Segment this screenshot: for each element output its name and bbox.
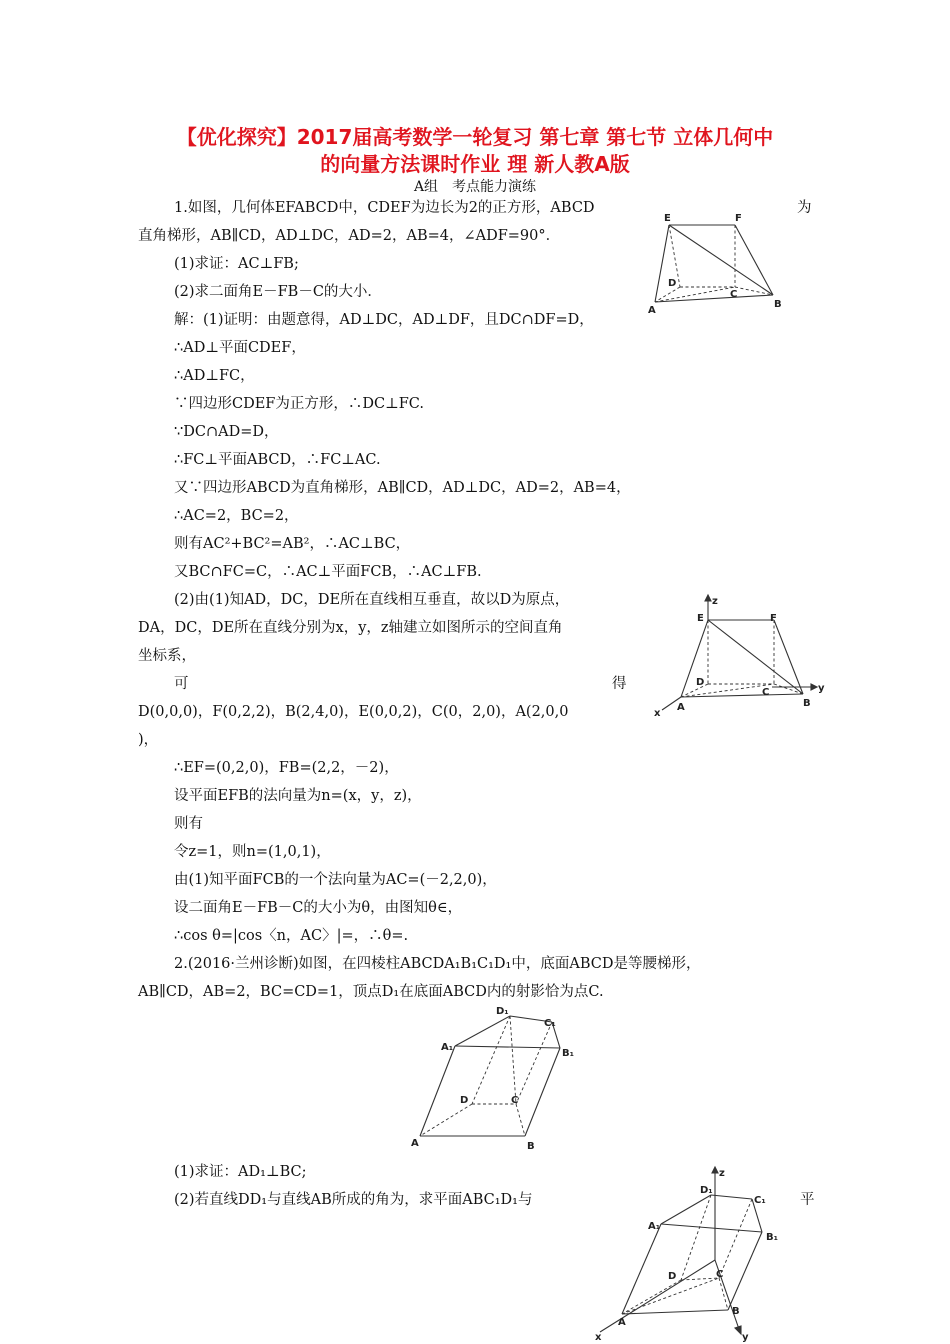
fig3-label: C₁ bbox=[544, 1018, 556, 1029]
fig2-label: E bbox=[697, 613, 704, 624]
figure-1-solid bbox=[640, 205, 790, 315]
text-line: 2.(2016·兰州诊断)如图，在四棱柱ABCDA₁B₁C₁D₁中，底面ABCD是等腰梯形， bbox=[174, 956, 701, 972]
text-line: 设平面EFB的法向量为n=(x，y，z)， bbox=[174, 788, 422, 804]
fig3-label: A bbox=[411, 1138, 419, 1149]
text-line: ∴AD⊥FC， bbox=[174, 368, 255, 384]
text-line: (1)求证：AC⊥FB; bbox=[174, 256, 299, 272]
text-line: 又∵四边形ABCD为直角梯形，AB∥CD，AD⊥DC，AD=2，AB=4， bbox=[174, 480, 631, 496]
fig2-label: A bbox=[677, 702, 685, 713]
text-line: (2)由(1)知AD，DC，DE所在直线相互垂直，故以D为原点， bbox=[174, 592, 570, 608]
section-subtitle: A组 考点能力演练 bbox=[413, 179, 537, 195]
text-line: ∴EF=(0,2,0)，FB=(2,2，－2)， bbox=[174, 760, 399, 776]
text-line: (2)求二面角E－FB－C的大小． bbox=[174, 284, 382, 300]
text-line: 可 bbox=[174, 676, 189, 692]
text-line: 为 bbox=[797, 200, 812, 216]
text-line: )， bbox=[138, 732, 159, 748]
fig4-label: z bbox=[719, 1168, 725, 1179]
text-line: D(0,0,0)，F(0,2,2)，B(2,4,0)，E(0,0,2)，C(0，2,0)，A(2,0,0 bbox=[138, 704, 569, 720]
fig3-label: B₁ bbox=[562, 1048, 575, 1059]
figure-2-solid-with-axes bbox=[646, 592, 831, 720]
text-line: 设二面角E－FB－C的大小为θ，由图知θ∈， bbox=[174, 900, 463, 916]
text-line: 则有 bbox=[174, 816, 203, 832]
text-line: 又BC∩FC=C，∴AC⊥平面FCB，∴AC⊥FB. bbox=[174, 564, 482, 580]
text-line: 直角梯形，AB∥CD，AD⊥DC，AD=2，AB=4，∠ADF=90°． bbox=[138, 228, 561, 244]
fig2-label: z bbox=[712, 596, 718, 607]
fig4-label: D bbox=[668, 1271, 677, 1282]
fig1-label: F bbox=[735, 213, 742, 224]
figure-3-prism bbox=[408, 1004, 583, 1156]
fig3-label: D₁ bbox=[496, 1006, 509, 1017]
fig2-label: y bbox=[818, 683, 825, 694]
fig2-label: B bbox=[803, 698, 811, 709]
fig4-label: B bbox=[732, 1306, 740, 1317]
document-title-line-2: 的向量方法课时作业 理 新人教A版 bbox=[320, 152, 630, 176]
fig1-label: B bbox=[774, 299, 782, 310]
fig4-label: A₁ bbox=[648, 1221, 661, 1232]
fig4-label: x bbox=[595, 1332, 602, 1343]
document-title-line-1: 【优化探究】2017届高考数学一轮复习 第七章 第七节 立体几何中 bbox=[176, 125, 774, 149]
text-line: 1.如图，几何体EFABCD中，CDEF为边长为2的正方形，ABCD bbox=[174, 200, 595, 216]
fig4-label: A bbox=[618, 1317, 626, 1328]
figure-4-prism-with-axes bbox=[590, 1162, 795, 1344]
text-line: 令z=1，则n=(1,0,1)， bbox=[174, 844, 331, 860]
text-line: AB∥CD，AB=2，BC=CD=1，顶点D₁在底面ABCD内的射影恰为点C. bbox=[138, 984, 604, 1000]
fig4-label: C bbox=[716, 1269, 724, 1280]
text-line: ∴cos θ=|cos〈n，AC〉|=，∴θ=. bbox=[174, 928, 409, 944]
text-line: (2)若直线DD₁与直线AB所成的角为，求平面ABC₁D₁与 bbox=[174, 1192, 533, 1208]
fig4-label: D₁ bbox=[700, 1185, 713, 1196]
text-line: ∵DC∩AD=D， bbox=[174, 424, 279, 440]
fig1-label: A bbox=[648, 305, 656, 315]
fig2-label: D bbox=[696, 677, 705, 688]
fig1-label: D bbox=[668, 278, 677, 289]
text-line: (1)求证：AD₁⊥BC; bbox=[174, 1164, 307, 1180]
fig2-label: F bbox=[770, 613, 777, 624]
fig4-label: C₁ bbox=[754, 1195, 766, 1206]
fig3-label: D bbox=[460, 1095, 469, 1106]
text-line: ∴AD⊥平面CDEF， bbox=[174, 340, 306, 356]
text-line: 由(1)知平面FCB的一个法向量为AC=(－2,2,0)， bbox=[174, 872, 497, 888]
text-line: ∴AC=2，BC=2， bbox=[174, 508, 299, 524]
text-line: DA，DC，DE所在直线分别为x，y，z轴建立如图所示的空间直角 bbox=[138, 620, 563, 636]
text-line: 解：(1)证明：由题意得，AD⊥DC，AD⊥DF，且DC∩DF=D， bbox=[174, 312, 594, 328]
text-line: 则有AC²+BC²=AB²，∴AC⊥BC， bbox=[174, 536, 411, 552]
text-line: ∴FC⊥平面ABCD，∴FC⊥AC. bbox=[174, 452, 381, 468]
fig1-label: E bbox=[664, 213, 671, 224]
fig4-label: y bbox=[742, 1332, 749, 1343]
text-line: 得 bbox=[612, 676, 627, 692]
fig3-label: A₁ bbox=[441, 1042, 454, 1053]
text-line: 坐标系， bbox=[138, 648, 196, 664]
text-line: 平 bbox=[800, 1192, 815, 1208]
fig3-label: B bbox=[527, 1141, 535, 1152]
fig4-label: B₁ bbox=[766, 1232, 779, 1243]
fig1-label: C bbox=[730, 289, 738, 300]
text-line: ∵四边形CDEF为正方形，∴DC⊥FC. bbox=[174, 396, 424, 412]
fig2-label: x bbox=[654, 708, 661, 719]
fig3-label: C bbox=[511, 1095, 519, 1106]
fig2-label: C bbox=[762, 687, 770, 698]
